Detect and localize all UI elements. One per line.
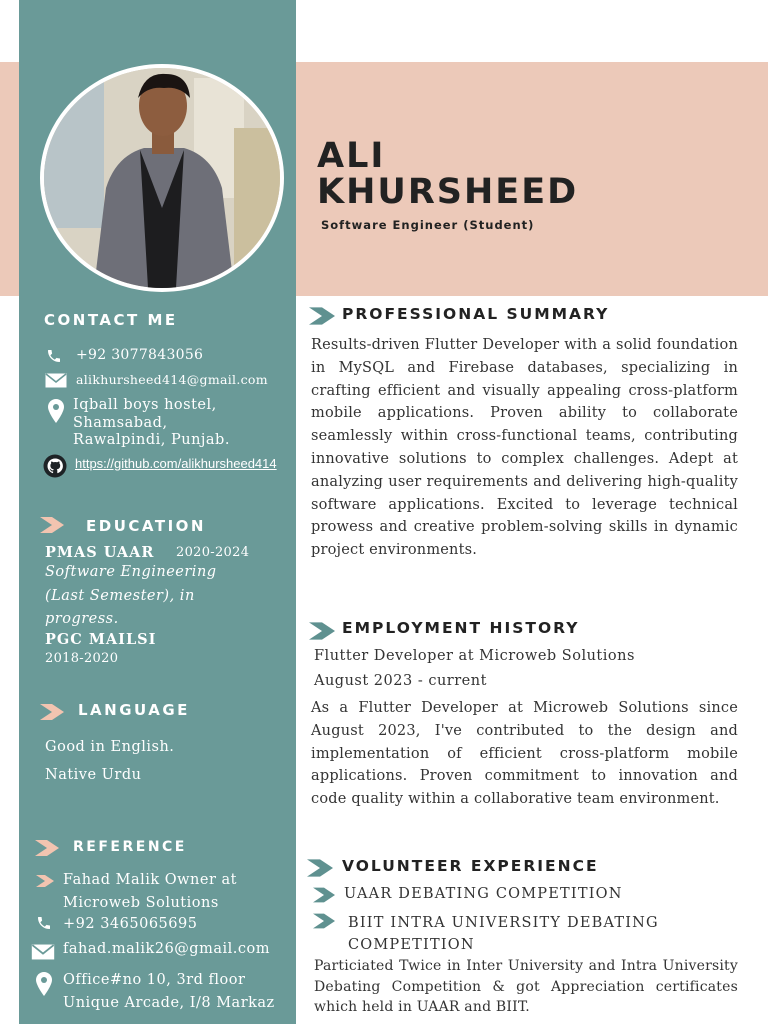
volunteer-item-2-line-2: COMPETITION (348, 937, 475, 953)
education-school-1: PMAS UAAR (45, 544, 155, 561)
employment-title: Flutter Developer at Microweb Solutions (314, 648, 635, 664)
chevron-right-icon (309, 306, 335, 326)
degree-line-3: progress. (45, 611, 119, 627)
volunteer-text: Particiated Twice in Inter University and Intra University Debating Competition & got Appreciation certificates which held in UAAR and BIIT. (314, 958, 738, 1015)
education-years-2: 2018-2020 (45, 651, 119, 666)
education-heading: EDUCATION (86, 517, 206, 535)
education-degree (45, 561, 217, 632)
language-heading: LANGUAGE (78, 701, 190, 719)
address-line-1: Iqball boys hostel, (73, 397, 217, 413)
education-years-1: 2020-2024 (176, 545, 250, 560)
reference-address (63, 969, 275, 1014)
contact-heading: CONTACT ME (44, 311, 178, 329)
contact-email: alikhursheed414@gmail.com (76, 372, 268, 387)
contact-address (73, 397, 230, 450)
profile-photo (40, 64, 284, 292)
chevron-right-icon (36, 875, 54, 887)
reference-address-line-2: Unique Arcade, I/8 Markaz (63, 994, 275, 1011)
volunteer-item-2 (348, 912, 659, 956)
github-link[interactable]: https://github.com/alikhursheed414 (75, 456, 277, 471)
chevron-right-icon (313, 887, 335, 903)
employment-heading: EMPLOYMENT HISTORY (342, 619, 580, 637)
chevron-right-icon (40, 517, 64, 533)
volunteer-item-1: UAAR DEBATING COMPETITION (344, 886, 623, 902)
education-school-2: PGC MAILSI (45, 631, 157, 648)
reference-email: fahad.malik26@gmail.com (63, 941, 270, 957)
reference-heading: REFERENCE (73, 839, 187, 855)
person-illustration (44, 68, 280, 288)
location-icon (48, 399, 64, 423)
phone-icon (45, 348, 63, 364)
volunteer-item-2-line-1: BIIT INTRA UNIVERSITY DEBATING (348, 915, 659, 931)
full-name (317, 138, 578, 210)
chevron-right-icon (309, 621, 335, 641)
location-icon (36, 972, 52, 996)
reference-address-line-1: Office#no 10, 3rd floor (63, 972, 246, 988)
reference-name-line-1: Fahad Malik Owner at (63, 872, 237, 888)
volunteer-heading: VOLUNTEER EXPERIENCE (342, 857, 599, 875)
language-item-1: Good in English. (45, 739, 175, 755)
employment-dates: August 2023 - current (314, 673, 487, 689)
github-icon (43, 454, 67, 478)
address-line-2: Shamsabad, (73, 414, 168, 431)
summary-text: Results-driven Flutter Developer with a solid foundation in MySQL and Firebase databases, specializing in crafting efficient and visually appealing cross-platform mobile applications. Proven ability to collaborate seamlessly within cross-functional teams, contributing innovative solutions to complex challenges. Adept at analyzing user requirements and delivering high-quality software applications. Excited to leverage technical prowess and creative problem-solving skills in dynamic project environments. (311, 337, 738, 559)
chevron-right-icon (40, 704, 64, 720)
email-icon (45, 373, 67, 388)
last-name: KHURSHEED (317, 172, 579, 212)
email-icon (31, 944, 55, 960)
degree-line-2: (Last Semester), in (45, 587, 195, 604)
reference-name (63, 869, 237, 914)
job-role: Software Engineer (Student) (321, 218, 535, 232)
contact-phone: +92 3077843056 (76, 347, 204, 363)
language-item-2: Native Urdu (45, 767, 142, 783)
address-line-3: Rawalpindi, Punjab. (73, 432, 230, 448)
degree-line-1: Software Engineering (45, 564, 217, 580)
chevron-right-icon (35, 840, 59, 856)
reference-name-line-2: Microweb Solutions (63, 894, 219, 911)
reference-phone: +92 3465065695 (63, 916, 198, 932)
chevron-right-icon (307, 858, 333, 878)
summary-heading: PROFESSIONAL SUMMARY (342, 305, 610, 323)
employment-text: As a Flutter Developer at Microweb Solutions since August 2023, I've contributed to the design and implementation of efficient cross-platform mobile applications. Proven commitment to innovation and code quality within a collaborative team environment. (311, 700, 738, 808)
chevron-right-icon (313, 913, 335, 929)
first-name: ALI (317, 136, 386, 176)
phone-icon (35, 915, 53, 931)
